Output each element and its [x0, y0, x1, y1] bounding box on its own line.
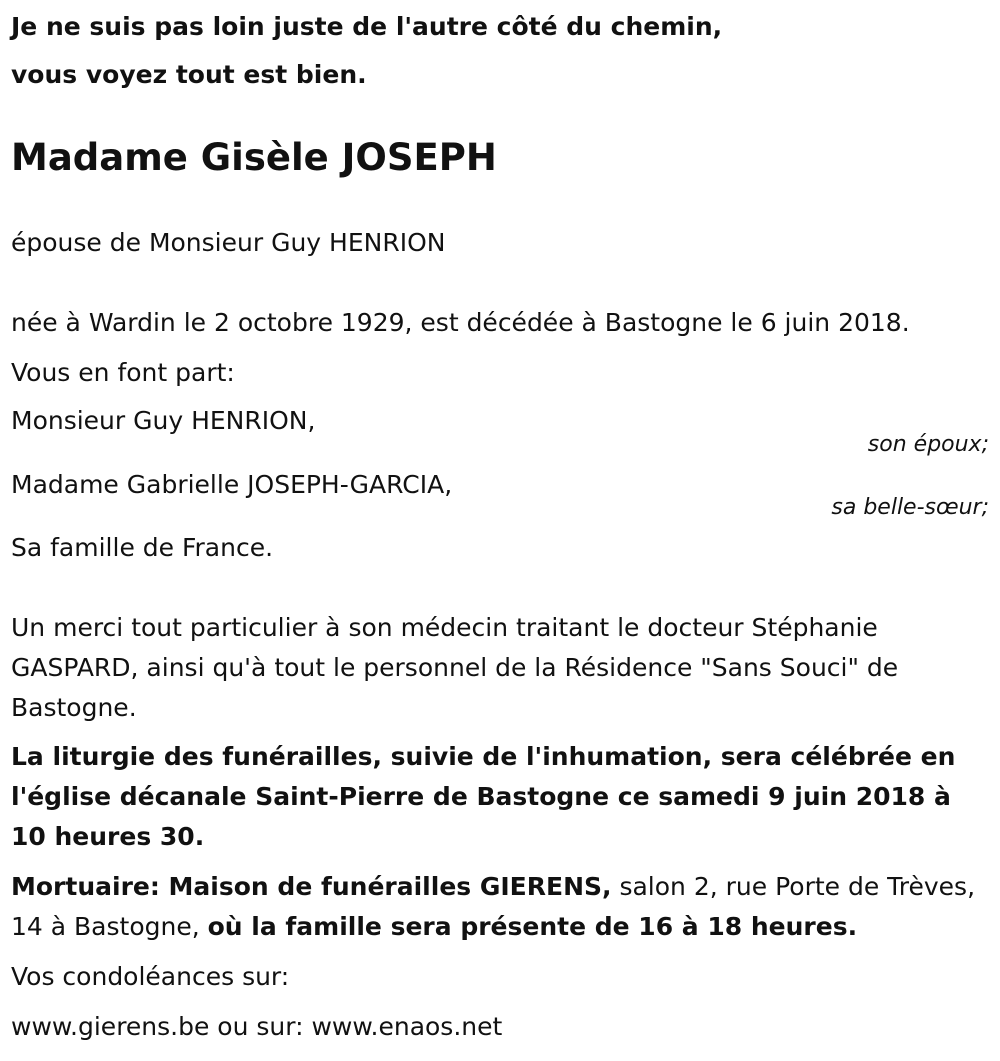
- birth-death-line: née à Wardin le 2 octobre 1929, est décédée à Bastogne le 6 juin 2018.: [11, 308, 910, 337]
- mortuary-bold-intro: Mortuaire: Maison de funérailles GIERENS,: [11, 872, 612, 901]
- family-member-name: Sa famille de France.: [11, 533, 274, 562]
- epigraph-line-2: vous voyez tout est bien.: [11, 60, 367, 89]
- thanks-paragraph: Un merci tout particulier à son médecin traitant le docteur Stéphanie GASPARD, ainsi qu'à tout le personnel de la Résidence "Sans Souci" de Bastogne.: [11, 613, 899, 722]
- condolences-label: Vos condoléances sur:: [11, 962, 290, 991]
- family-member-name: Monsieur Guy HENRION,: [11, 406, 316, 435]
- deceased-name: Madame Gisèle JOSEPH: [11, 136, 497, 179]
- mortuary-address: salon 2, rue Porte de Trèves, 14 à Bastogne,: [11, 872, 976, 941]
- mortuary-paragraph: [11, 867, 991, 947]
- announcement-line: Vous en font part:: [11, 358, 235, 387]
- family-member-name: Madame Gabrielle JOSEPH-GARCIA,: [11, 470, 453, 499]
- family-member-relation: sa belle-sœur;: [831, 495, 989, 520]
- condolences-links: www.gierens.be ou sur: www.enaos.net: [11, 1012, 503, 1041]
- spouse-line: épouse de Monsieur Guy HENRION: [11, 228, 446, 257]
- funeral-paragraph: La liturgie des funérailles, suivie de l'inhumation, sera célébrée en l'église décanale Saint-Pierre de Bastogne ce samedi 9 juin 2018 à 10 heures 30.: [11, 742, 956, 851]
- family-member-relation: son époux;: [867, 432, 989, 457]
- mortuary-bold-hours: où la famille sera présente de 16 à 18 heures.: [207, 912, 858, 941]
- epigraph-line-1: Je ne suis pas loin juste de l'autre côté du chemin,: [11, 12, 723, 41]
